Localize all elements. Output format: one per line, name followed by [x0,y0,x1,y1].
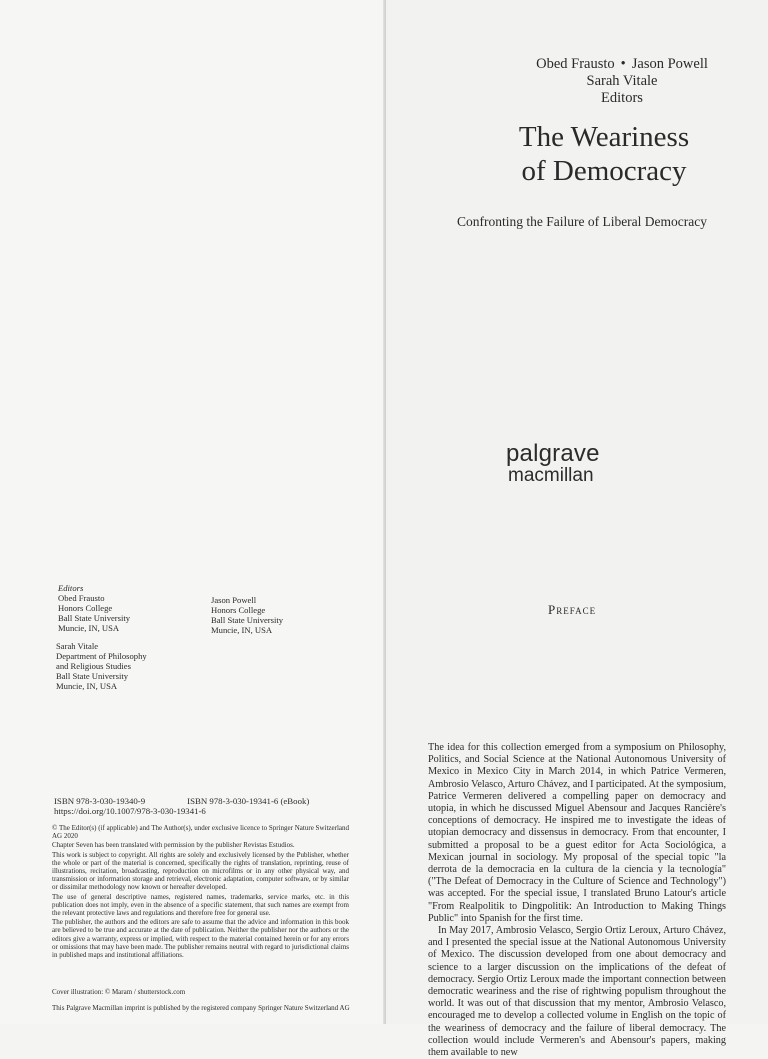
copyright-terms: This work is subject to copyright. All rights are solely and exclusively licensed by the Publisher, whether the whole or part of the material is concerned, specifically the rights of translation, reprinting, reuse of illustrations, recitation, broadcasting, reproduction on microfilms or in any other physical way, and transmission or information storage and retrieval, electronic adaptation, computer software, or by similar or dissimilar methodology now known or hereafter developed. [52,850,349,892]
logo-line: palgrave [506,440,600,467]
isbn-block [54,796,354,816]
editor-credit-powell [211,595,351,635]
editor-credit-vitale [56,641,216,691]
copyright-page [0,0,386,1024]
publisher-logo [506,442,666,486]
isbn-ebook: ISBN 978-3-030-19341-6 (eBook) [187,796,310,806]
editors-label: Editors [58,583,84,593]
disclaimer: The publisher, the authors and the editors are safe to assume that the advice and information in this book are believed to be true and accurate at the date of publication. Neither the publisher nor the authors or the editors give a warranty, express or implied, with respect to the material contained herein or for any errors or omissions that may have been made. The publisher remains neutral with regard to jurisdictional claims in published maps and institutional affiliations. [52,918,349,960]
trademark-notice: The use of general descriptive names, registered names, trademarks, service marks, etc. in this publication does not imply, even in the absence of a specific statement, that such names are exempt from the relevant protective laws and regulations and therefore free for general use. [52,892,349,918]
paragraph: In May 2017, Ambrosio Velasco, Sergio Ortiz Leroux, Arturo Chávez, and I presented the special issue at the National Autonomous University of Mexico. The discussion developed from one about democracy and science to a larger discussion on the implications of the defeat of democracy. Sergio Ortiz Leroux made the important connection between democratic weariness and the rise of rightwing populism throughout the world. It was out of that discussion that my mentor, Ambrosio Velasco, encouraged me to develop a collected volume in English on the topic of the weariness of democracy and the failure of liberal democracy. The collection would include Vermeren's and Abensour's papers, making them available to new [428,925,726,1059]
title-line: The Weariness [518,121,690,153]
title-line: of Democracy [521,155,687,187]
editor-location: Muncie, IN, USA [211,625,273,635]
preface-heading: Preface [548,602,597,617]
cover-credit: Cover illustration: © Maram / shutterstock.com [52,988,186,996]
editor-name: Sarah Vitale [586,73,658,89]
editor-location: Muncie, IN, USA [58,623,120,633]
editor-location: Muncie, IN, USA [56,681,118,691]
editor-university: Ball State University [56,671,129,681]
editor-affiliation: Honors College [211,605,266,615]
editor-department-cont: and Religious Studies [56,661,131,671]
imprint-note: This Palgrave Macmillan imprint is published by the registered company Springer Nature Switzerland AG [52,1004,350,1012]
editor-credit-frausto [58,583,198,633]
editors-block [472,56,768,107]
editor-university: Ball State University [58,613,131,623]
paragraph: The idea for this collection emerged from a symposium on Philosophy, Politics, and Social Science at the National Autonomous University of Mexico in Mexico City in March 2014, in which Patrice Vermeren, Ambrosio Velasco, Arturo Chávez, and I participated. At the symposium, Patrice Vermeren delivered a compelling paper on democracy and utopia, in which he discussed Miguel Abensour and Jacques Rancière's conceptions of democracy. He inspired me to investigate the ideas of utopian democracy and dissensus in democracy. From that encounter, I submitted a proposal to be a guest editor for Acta Sociológica, a Mexican journal in sociology. My proposal of the special topic "la derrota de la democracia en la cultura de la ciencia y la tecnología" ("The Defeat of Democracy in the Culture of Science and Technology") was accepted. For the special issue, I translated Bruno Latour's article "From Realpolitik to Dingpolitik: An Introduction to Making Things Public" into Spanish for the first time. [428,742,726,924]
title-page [386,0,768,1059]
editor-name: Jason Powell [211,595,257,605]
preface-body [428,742,726,1059]
legal-notice [52,824,349,960]
copyright-line: © The Editor(s) (if applicable) and The Author(s), under exclusive licence to Springer Nature Switzerland AG 2020 [52,824,349,841]
translation-note: Chapter Seven has been translated with permission by the publisher Revistas Estudios. [52,841,295,850]
doi-link: https://doi.org/10.1007/978-3-030-19341-6 [54,806,206,816]
editor-name: Obed Frausto [58,593,105,603]
editor-name: Jason Powell [631,56,708,72]
book-subtitle: Confronting the Failure of Liberal Democracy [456,214,708,229]
editors-label: Editors [601,90,643,106]
logo-line: macmillan [508,465,594,486]
editor-university: Ball State University [211,615,284,625]
editor-name: Sarah Vitale [56,641,99,651]
isbn-print: ISBN 978-3-030-19340-9 [54,796,146,806]
editor-affiliation: Honors College [58,603,113,613]
editor-department: Department of Philosophy [56,651,147,661]
bullet-icon: • [620,56,626,72]
editor-name: Obed Frausto [536,56,615,72]
book-title [474,120,734,188]
